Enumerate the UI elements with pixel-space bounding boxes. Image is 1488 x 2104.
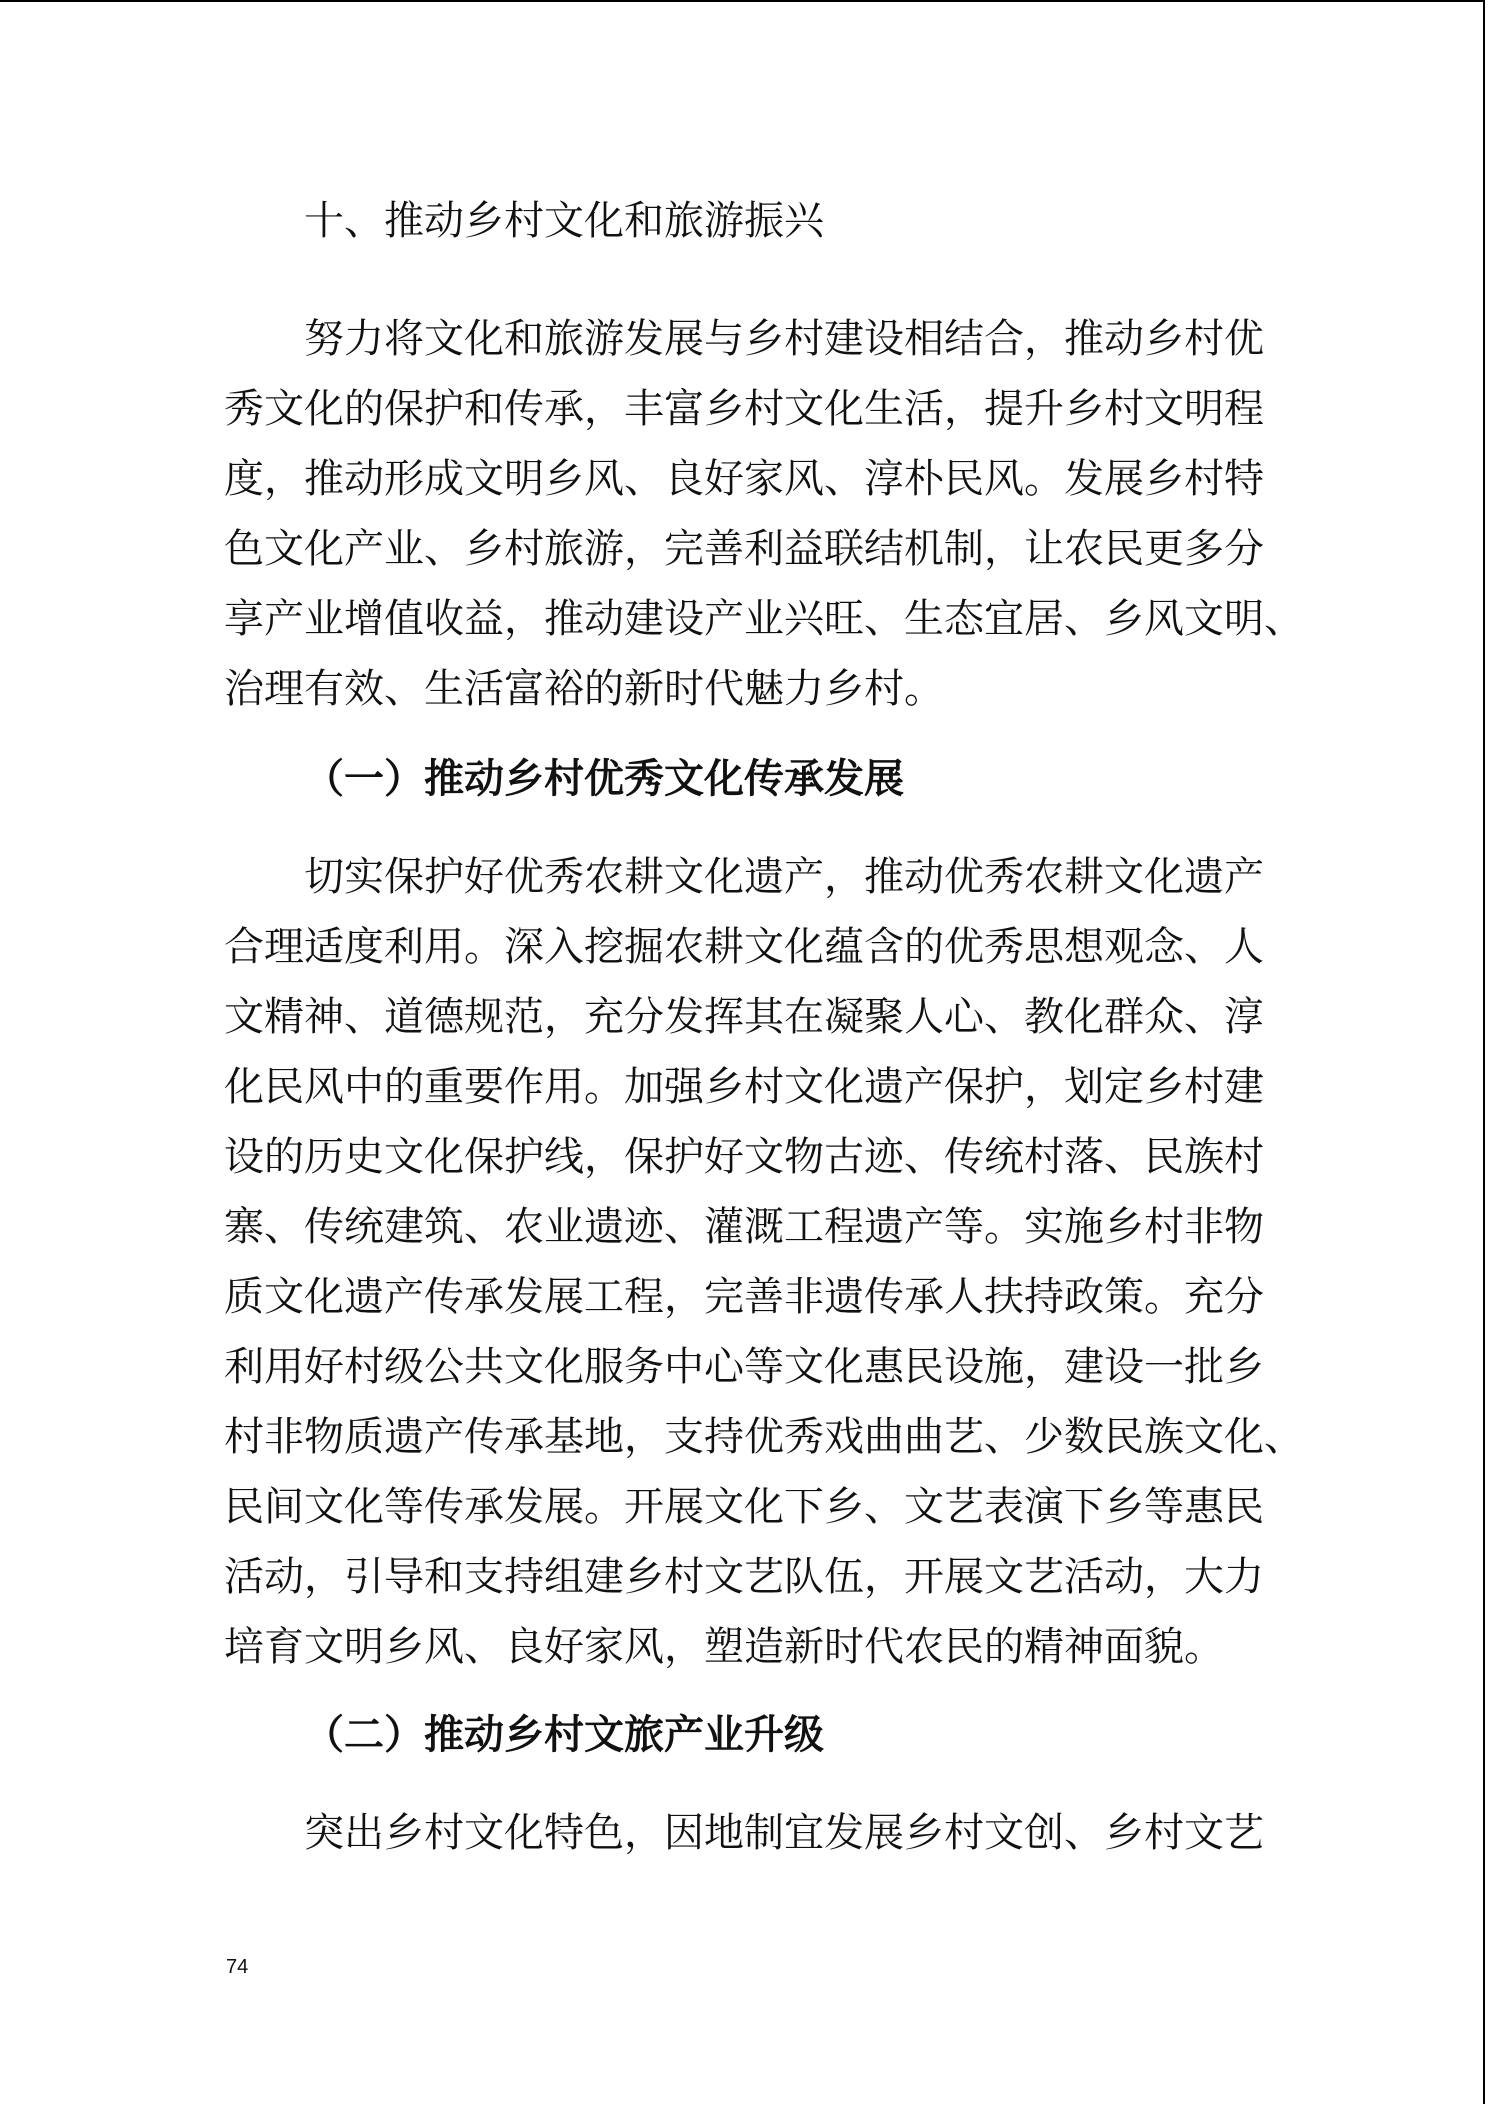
- section1-line: 质文化遗产传承发展工程，完善非遗传承人扶持政策。充分: [224, 1274, 1264, 1320]
- section1-line: 寨、传统建筑、农业遗迹、灌溉工程遗产等。实施乡村非物: [224, 1204, 1264, 1250]
- intro-line: 秀文化的保护和传承，丰富乡村文化生活，提升乡村文明程: [224, 386, 1264, 432]
- section1-line: 利用好村级公共文化服务中心等文化惠民设施，建设一批乡: [224, 1344, 1264, 1390]
- section1-line: 村非物质遗产传承基地，支持优秀戏曲曲艺、少数民族文化、: [224, 1414, 1304, 1460]
- section-title: 十、推动乡村文化和旅游振兴: [304, 198, 824, 244]
- section1-line: 切实保护好优秀农耕文化遗产，推动优秀农耕文化遗产: [304, 854, 1264, 900]
- section1-line: 文精神、道德规范，充分发挥其在凝聚人心、教化群众、淳: [224, 994, 1264, 1040]
- subheading-1: （一）推动乡村优秀文化传承发展: [304, 756, 904, 802]
- section1-line: 活动，引导和支持组建乡村文艺队伍，开展文艺活动，大力: [224, 1554, 1264, 1600]
- section2-line: 突出乡村文化特色，因地制宜发展乡村文创、乡村文艺: [304, 1810, 1264, 1856]
- subheading-2: （二）推动乡村文旅产业升级: [304, 1712, 824, 1758]
- intro-line: 治理有效、生活富裕的新时代魅力乡村。: [224, 666, 944, 712]
- intro-line: 度，推动形成文明乡风、良好家风、淳朴民风。发展乡村特: [224, 456, 1264, 502]
- intro-line: 色文化产业、乡村旅游，完善利益联结机制，让农民更多分: [224, 526, 1264, 572]
- section1-line: 培育文明乡风、良好家风，塑造新时代农民的精神面貌。: [224, 1624, 1224, 1670]
- intro-line: 享产业增值收益，推动建设产业兴旺、生态宜居、乡风文明、: [224, 596, 1304, 642]
- section1-line: 化民风中的重要作用。加强乡村文化遗产保护，划定乡村建: [224, 1064, 1264, 1110]
- section1-line: 民间文化等传承发展。开展文化下乡、文艺表演下乡等惠民: [224, 1484, 1264, 1530]
- page-number: 74: [226, 1956, 249, 1978]
- section1-line: 设的历史文化保护线，保护好文物古迹、传统村落、民族村: [224, 1134, 1264, 1180]
- intro-line: 努力将文化和旅游发展与乡村建设相结合，推动乡村优: [304, 316, 1264, 362]
- section1-line: 合理适度利用。深入挖掘农耕文化蕴含的优秀思想观念、人: [224, 924, 1264, 970]
